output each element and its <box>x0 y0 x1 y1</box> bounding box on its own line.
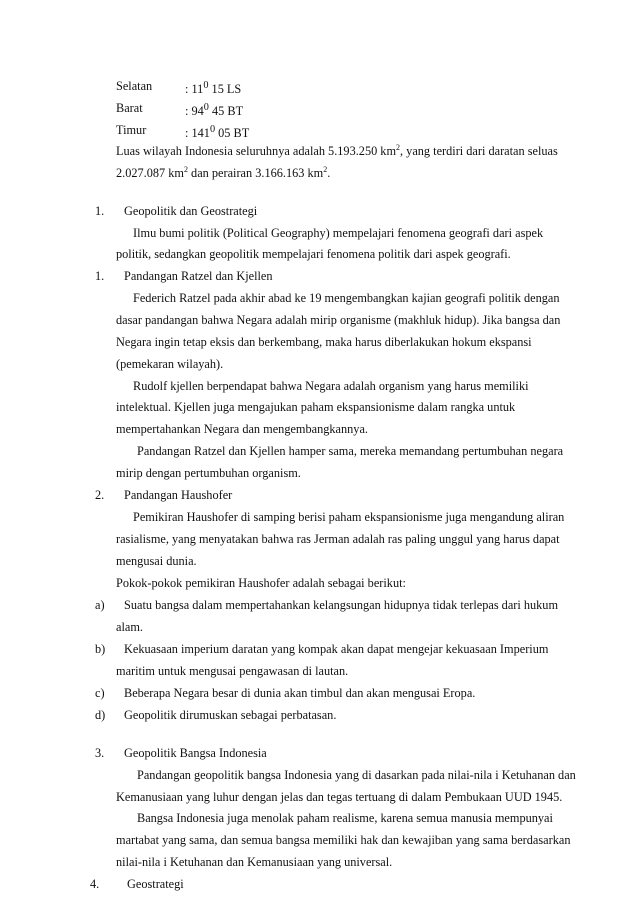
list-item-text: Kekuasaan imperium daratan yang kompak akan dapat mengejar kekuasaan Imperium <box>124 642 549 656</box>
subsection-haushofer-number: 2. <box>95 488 105 502</box>
section-3-heading: Geopolitik Bangsa Indonesia <box>124 746 267 760</box>
ratzel-paragraph-line: Federich Ratzel pada akhir abad ke 19 mengembangkan kajian geografi politik dengan <box>133 291 560 305</box>
ratzel-paragraph-line: Negara ingin tetap eksis dan berkembang, maka harus diberlakukan hokum ekspansi <box>116 335 532 349</box>
list-item-continuation: maritim untuk mengusai pengawasan di lautan. <box>116 664 349 678</box>
haushofer-intro-line: Pokok-pokok pemikiran Haushofer adalah sebagai berikut: <box>116 576 406 590</box>
list-item-marker: b) <box>95 642 106 656</box>
list-item-marker: d) <box>95 708 106 722</box>
list-item-text: Suatu bangsa dalam mempertahankan kelangsungan hidupnya tidak terlepas dari hukum <box>124 598 559 612</box>
haushofer-paragraph-line: Pemikiran Haushofer di samping berisi paham ekspansionisme juga mengandung aliran <box>133 510 565 524</box>
coord-value-west: : $94^0$ 45 BT <box>185 102 244 119</box>
list-item-marker: c) <box>95 686 105 700</box>
section-4-number: 4. <box>90 877 100 891</box>
subsection-haushofer-heading: Pandangan Haushofer <box>124 488 233 502</box>
section-1-heading: Geopolitik dan Geostrategi <box>124 204 258 218</box>
haushofer-paragraph-line: mengusai dunia. <box>116 554 197 568</box>
kjellen-paragraph-line: intelektual. Kjellen juga mengajukan paham ekspansionisme dalam rangka untuk <box>116 400 516 414</box>
section-4-heading: Geostrategi <box>127 877 184 891</box>
section-3-number: 3. <box>95 746 105 760</box>
coord-value-south: : $11^0$ 15 LS <box>185 80 242 97</box>
list-item-marker: a) <box>95 598 105 612</box>
coord-label-south: Selatan <box>116 79 153 93</box>
coord-value-east: : $141^0$ 05 BT <box>185 124 250 141</box>
list-item-text: Beberapa Negara besar di dunia akan timbul dan akan mengusai Eropa. <box>124 686 476 700</box>
section-3-paragraph-line: martabat yang sama, dan semua bangsa memiliki hak dan kewajiban yang sama berdasarkan <box>116 833 571 847</box>
section-3-paragraph-line: nilai-nila i Ketuhanan dan Kemanusiaan yang universal. <box>116 855 393 869</box>
subsection-ratzel-number: 1. <box>95 269 105 283</box>
haushofer-paragraph-line: rasialisme, yang menyatakan bahwa ras Jerman adalah ras paling unggul yang harus dapat <box>116 532 560 546</box>
section-1-number: 1. <box>95 204 105 218</box>
section-3-paragraph-line: Pandangan geopolitik bangsa Indonesia yang di dasarkan pada nilai-nila i Ketuhanan dan <box>137 768 576 782</box>
comparison-paragraph-line: mirip dengan pertumbuhan organism. <box>116 466 301 480</box>
kjellen-paragraph-line: Rudolf kjellen berpendapat bahwa Negara adalah organism yang harus memiliki <box>133 379 529 393</box>
list-item-continuation: alam. <box>116 620 143 634</box>
list-item-text: Geopolitik dirumuskan sebagai perbatasan. <box>124 708 337 722</box>
section-3-paragraph-line: Kemanusiaan yang luhur dengan jelas dan tegas tertuang di dalam Pembukaan UUD 1945. <box>116 790 563 804</box>
section-1-paragraph-line: politik, sedangkan geopolitik mempelajari fenomena politik dari aspek geografi. <box>116 247 511 261</box>
ratzel-paragraph-line: dasar pandangan bahwa Negara adalah mirip organisme (makhluk hidup). Jika bangsa dan <box>116 313 561 327</box>
section-1-paragraph-line: Ilmu bumi politik (Political Geography) mempelajari fenomena geografi dari aspek <box>133 226 544 240</box>
subsection-ratzel-heading: Pandangan Ratzel dan Kjellen <box>124 269 273 283</box>
coord-label-east: Timur <box>116 123 147 137</box>
coord-label-west: Barat <box>116 101 143 115</box>
ratzel-paragraph-line: (pemekaran wilayah). <box>116 357 224 371</box>
area-line-2: 2.027.087 $km^2$ dan perairan 3.166.163 $km^2$. <box>116 164 331 180</box>
kjellen-paragraph-line: mempertahankan Negara dan mengembangkannya. <box>116 422 368 436</box>
area-line-1: Luas wilayah Indonesia seluruhnya adalah 5.193.250 $km^2$, yang terdiri dari daratan seluas <box>116 142 558 158</box>
section-3-paragraph-line: Bangsa Indonesia juga menolak paham realisme, karena semua manusia mempunyai <box>137 811 553 825</box>
comparison-paragraph-line: Pandangan Ratzel dan Kjellen hamper sama, mereka memandang pertumbuhan negara <box>137 444 564 458</box>
